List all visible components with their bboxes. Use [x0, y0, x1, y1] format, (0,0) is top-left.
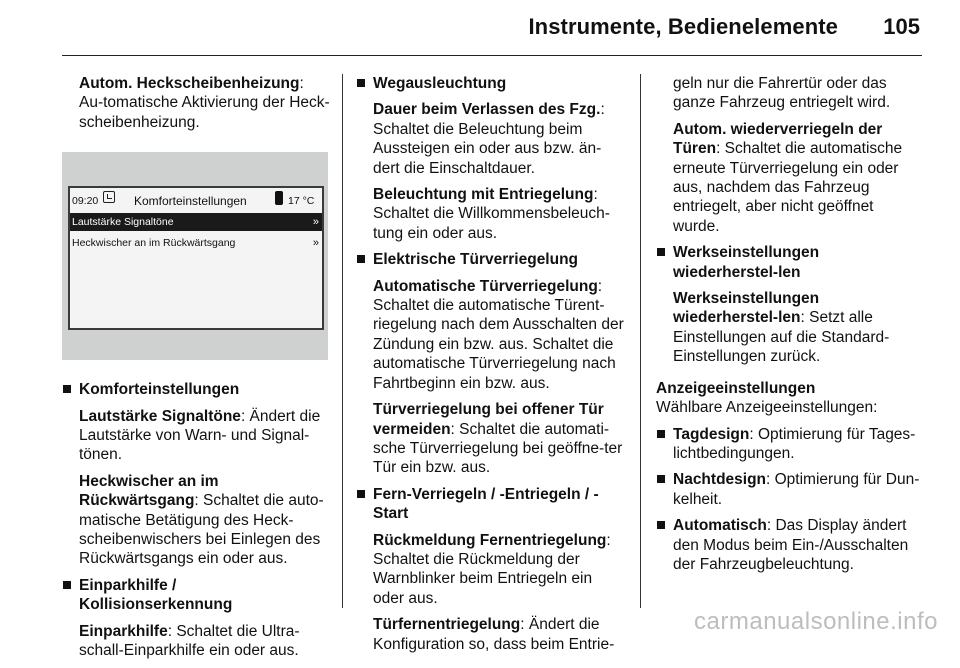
- menu-item-label: Heckwischer an im Rückwärtsgang: [72, 237, 236, 250]
- description: : Optimierung für Tages-lichtbedingungen.: [673, 425, 916, 462]
- description: : Schaltet die automatische erneute Türverriegelung ein oder aus, nachdem das Fahrzeug entriegelt, aber nicht geöffnet wurde.: [673, 140, 903, 235]
- term: Automatische Türverriegelung: [373, 277, 598, 295]
- description: : Schaltet die Rückmeldung der Warnblinker beim Entriegeln ein oder aus.: [373, 531, 611, 607]
- term: Einparkhilfe: [79, 622, 168, 640]
- description: : Schaltet die Beleuchtung beim Aussteigen ein oder aus bzw. än-dert die Einschaltdauer.: [373, 101, 605, 177]
- term: Werkseinstellungen wiederherstel-len: [673, 290, 820, 327]
- display-screenshot: [62, 152, 328, 360]
- bullet-item: [656, 470, 924, 509]
- paragraph: [62, 407, 330, 465]
- paragraph: [356, 185, 626, 243]
- description: : Schaltet die auto-matische Betätigung des Heck-scheibenwischers bei Einlegen des Rückwärtsgangs ein oder aus.: [79, 492, 324, 568]
- description: : Schaltet die Willkommensbeleuch-tung ein oder aus.: [373, 186, 610, 242]
- info-display-screen: [68, 186, 324, 330]
- description: : Schaltet die automatische Türent-riegelung nach dem Ausschalten der Zündung ein bzw. aus. Schaltet die automatische Türverriegelung nach Fahrtbeginn ein bzw. aus.: [373, 277, 624, 392]
- column-divider: [640, 74, 641, 608]
- menu-item-signal-volume[interactable]: [70, 213, 322, 231]
- term: Türverriegelung bei offener Tür vermeiden: [373, 401, 604, 438]
- screen-temperature: 17 °C: [288, 195, 315, 208]
- term: Türfernentriegelung: [373, 616, 521, 634]
- term: Lautstärke Signaltöne: [79, 407, 241, 425]
- paragraph: [656, 289, 924, 367]
- description: : Schaltet die automati-sche Türverriegelung bei geöffne-ter Tür ein bzw. aus.: [373, 420, 623, 477]
- bullet-heading: Wegausleuchtung: [356, 74, 626, 93]
- bullet-item: [656, 516, 924, 574]
- header-divider: [62, 55, 922, 56]
- section-heading: Anzeigeeinstellungen: [656, 379, 816, 397]
- column-3: [656, 74, 924, 581]
- paragraph: [356, 100, 626, 178]
- screen-time: 09:20: [72, 195, 99, 208]
- description: : Setzt alle Einstellungen auf die Standard-Einstellungen zurück.: [673, 309, 890, 366]
- bullet-item: [656, 425, 924, 464]
- screen-header: [70, 188, 322, 210]
- term: Dauer beim Verlassen des Fzg.: [373, 101, 601, 119]
- bullet-heading: Werkseinstellungen wiederherstel-len: [656, 243, 924, 282]
- bullet-heading: Einparkhilfe / Kollisionserkennung: [62, 576, 330, 615]
- screen-title: Komforteinstellungen: [134, 194, 247, 209]
- description: : Ändert die Lautstärke von Warn- und Signal-tönen.: [79, 407, 321, 464]
- page-header-title: Instrumente, Bedienelemente: [528, 14, 838, 39]
- paragraph: [62, 472, 330, 569]
- term: Automatisch: [673, 517, 767, 535]
- paragraph: [356, 531, 626, 609]
- term: Heckwischer an im Rückwärtsgang: [79, 472, 219, 510]
- description: : Optimierung für Dun-kelheit.: [673, 471, 920, 508]
- column-1: [62, 74, 330, 668]
- bullet-heading: Elektrische Türverriegelung: [356, 250, 626, 269]
- description: : Au-tomatische Aktivierung der Heck-scheibenheizung.: [79, 75, 330, 131]
- paragraph: [356, 277, 626, 393]
- paragraph: geln nur die Fahrertür oder das ganze Fahrzeug entriegelt wird.: [673, 75, 891, 112]
- menu-item-rear-wiper[interactable]: [70, 234, 322, 252]
- paragraph: [356, 615, 626, 654]
- bullet-heading: Komforteinstellungen: [62, 380, 330, 399]
- term: Autom. wiederverriegeln der Türen: [673, 120, 883, 158]
- paragraph: Wählbare Anzeigeeinstellungen:: [656, 399, 878, 417]
- column-2: [356, 74, 626, 661]
- chevron-right-icon: »: [312, 237, 319, 250]
- paragraph: [62, 74, 330, 132]
- clock-icon: [103, 191, 115, 203]
- term: Tagdesign: [673, 425, 750, 443]
- description: : Ändert die Konfiguration so, dass beim Entrie-: [373, 616, 615, 653]
- term: Nachtdesign: [673, 471, 767, 489]
- description: : Schaltet die Ultra-schall-Einparkhilfe ein oder aus.: [79, 622, 300, 660]
- bullet-heading: Fern-Verriegeln / -Entriegeln / -Start: [356, 485, 626, 524]
- column-divider: [342, 74, 343, 608]
- term: Beleuchtung mit Entriegelung: [373, 186, 594, 204]
- paragraph: [656, 120, 924, 236]
- thermometer-icon: [275, 191, 283, 205]
- page-number: 105: [883, 14, 920, 39]
- watermark: carmanualsonline.info: [694, 608, 938, 635]
- paragraph: [62, 622, 330, 661]
- term: Autom. Heckscheibenheizung: [79, 75, 300, 92]
- paragraph: [356, 400, 626, 478]
- term: Rückmeldung Fernentriegelung: [373, 531, 607, 549]
- description: : Das Display ändert den Modus beim Ein-/Ausschalten der Fahrzeugbeleuchtung.: [673, 517, 909, 573]
- menu-item-label: Lautstärke Signaltöne: [72, 216, 174, 229]
- chevron-right-icon: »: [312, 216, 319, 229]
